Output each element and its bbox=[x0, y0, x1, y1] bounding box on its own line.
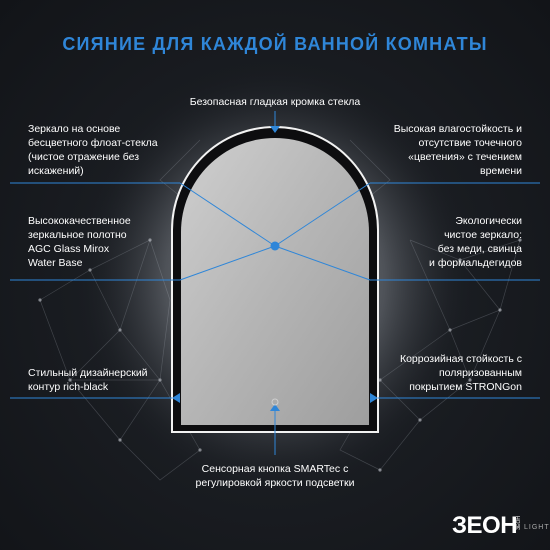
logo-side-text: ЗЕОН bbox=[516, 516, 522, 530]
brand-logo bbox=[452, 510, 548, 546]
logo-sub: LIGHT bbox=[524, 524, 550, 531]
callout-right-2: Экологически чистое зеркало: без меди, свинца и формальдегидов bbox=[429, 215, 522, 269]
callout-bottom-button: Сенсорная кнопка SMARTec с регулировкой яркости подсветки bbox=[195, 463, 355, 489]
page-title: СИЯНИЕ ДЛЯ КАЖДОЙ ВАННОЙ КОМНАТЫ bbox=[62, 34, 488, 54]
center-dot bbox=[271, 242, 280, 251]
callout-left-2: Высококачественное зеркальное полотно AGC Glass Mirox Water Base bbox=[28, 215, 131, 269]
callout-top-edge: Безопасная гладкая кромка стекла bbox=[189, 96, 361, 108]
callout-left-3: Стильный дизайнерский контур rich-black bbox=[28, 367, 148, 393]
mirror-glass bbox=[181, 138, 369, 425]
callout-left-1: Зеркало на основе бесцветного флоат-стекла (чистое отражение без искажений) bbox=[28, 123, 158, 177]
callout-right-3: Коррозийная стойкость с поляризованным покрытием STRONGon bbox=[399, 353, 522, 393]
callout-right-1: Высокая влагостойкость и отсутствие точечного «цветения» с течением времени bbox=[393, 123, 522, 177]
logo-text: ЗЕОН bbox=[452, 512, 518, 539]
